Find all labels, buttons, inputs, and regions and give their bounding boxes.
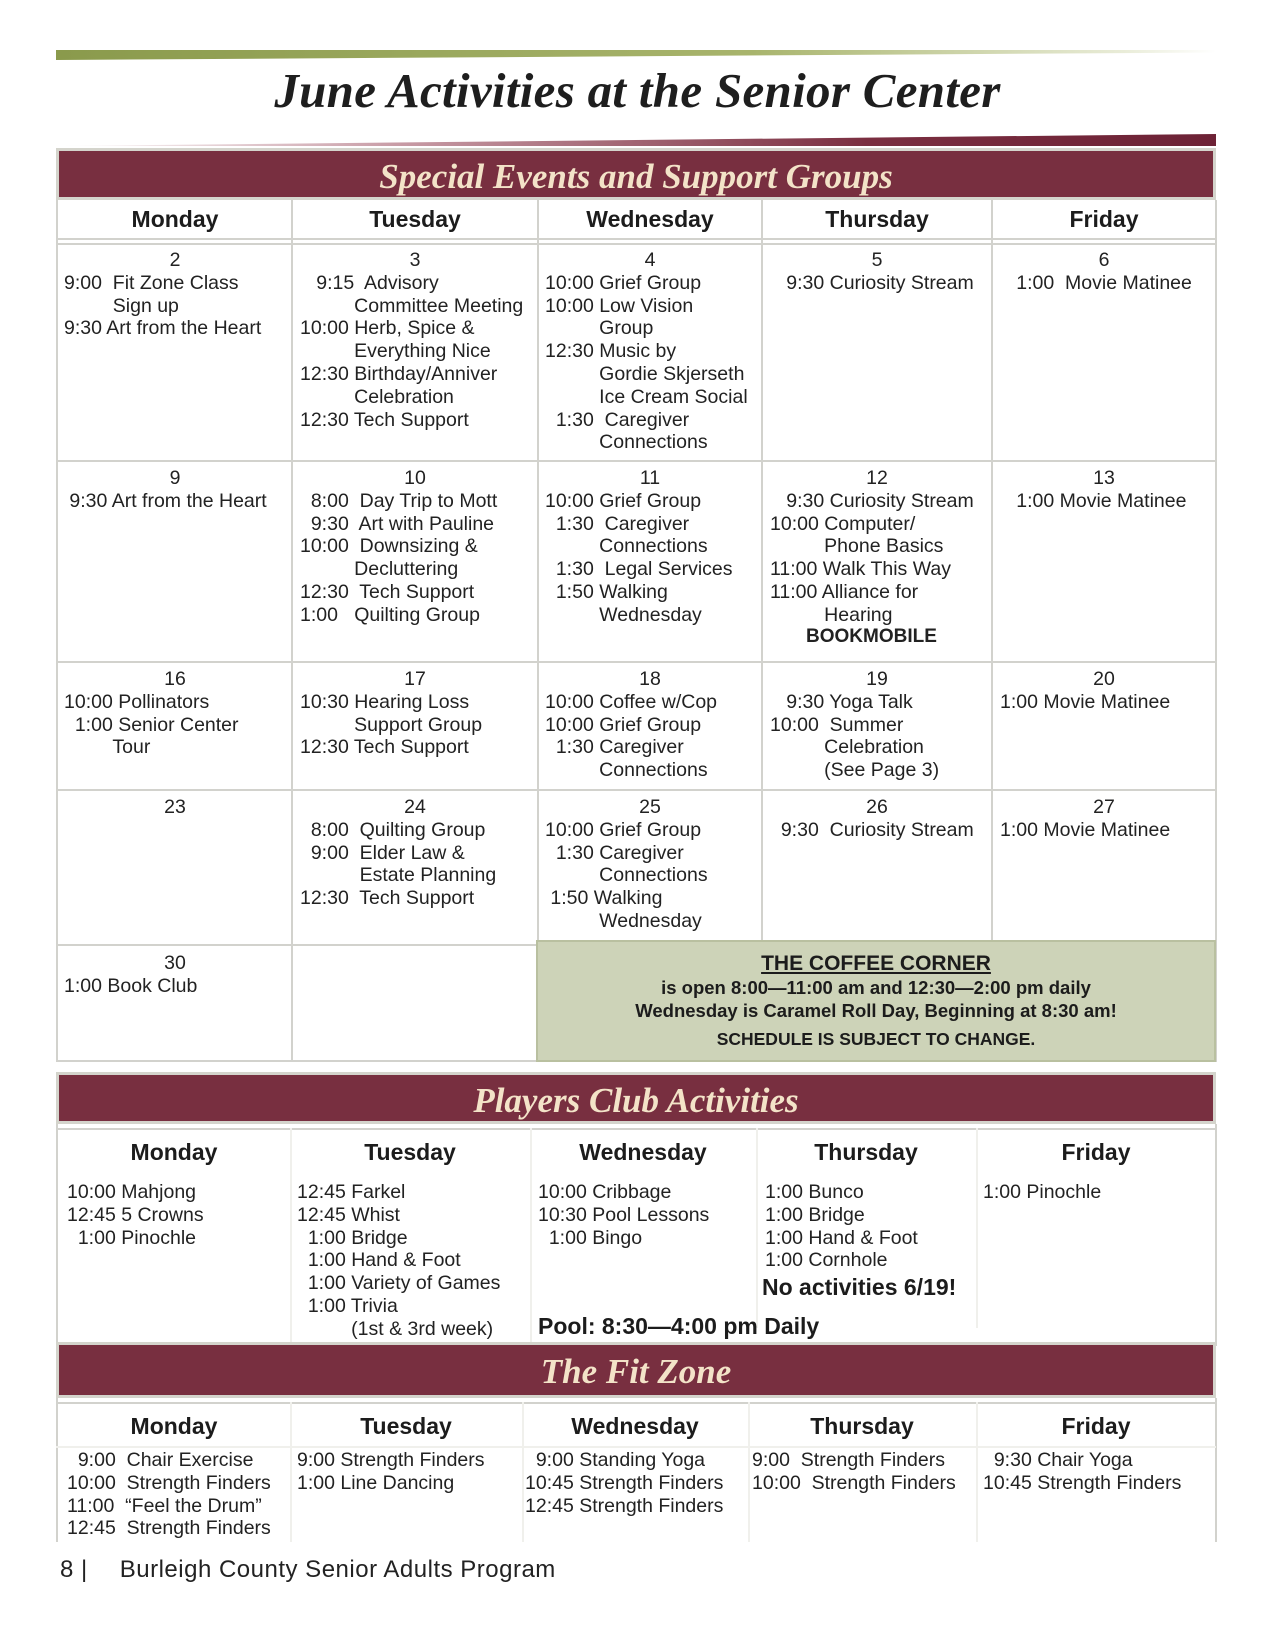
grid-line bbox=[291, 200, 293, 1062]
cell-events: 9:30 Curiosity Stream bbox=[770, 271, 974, 294]
cell-events: 1:00 Movie Matinee bbox=[1000, 271, 1192, 294]
grid-line bbox=[56, 944, 536, 946]
cell-events: 9:30 Art from the Heart bbox=[64, 489, 267, 512]
calendar-cell-jun-24 bbox=[300, 796, 530, 910]
players-cell-friday: 1:00 Pinochle bbox=[983, 1181, 1102, 1203]
players-cell-tuesday: 12:45 Farkel 12:45 Whist 1:00 Bridge 1:00 Hand & Foot 1:00 Variety of Games 1:00 Trivia (1st & 3rd week) bbox=[297, 1181, 501, 1340]
date-number: 23 bbox=[164, 796, 186, 818]
title-underline-bar bbox=[56, 134, 1216, 146]
fit-day-thursday: Thursday bbox=[810, 1413, 914, 1439]
special-day-tuesday: Tuesday bbox=[369, 206, 461, 232]
calendar-cell-jun-11 bbox=[545, 467, 754, 627]
players-cell-monday: 10:00 Mahjong 12:45 5 Crowns 1:00 Pinochle bbox=[67, 1181, 204, 1249]
fit-cell-wednesday: 9:00 Standing Yoga 10:45 Strength Finders 12:45 Strength Finders bbox=[525, 1449, 724, 1517]
fit-cell-friday: 9:30 Chair Yoga 10:45 Strength Finders bbox=[983, 1449, 1182, 1494]
calendar-cell-jun-4 bbox=[545, 249, 754, 454]
grid-line bbox=[761, 200, 763, 940]
calendar-cell-jun-25 bbox=[545, 796, 754, 933]
date-number: 10 bbox=[404, 467, 426, 489]
grid-line bbox=[56, 200, 58, 1062]
grid-line bbox=[537, 200, 539, 940]
calendar-cell-jun-19 bbox=[770, 668, 984, 782]
page-footer bbox=[60, 1556, 556, 1584]
date-number: 25 bbox=[639, 796, 661, 818]
calendar-cell-jun-3 bbox=[300, 249, 530, 431]
top-accent-bar bbox=[56, 50, 1216, 60]
cell-events: 9:15 Advisory Committee Meeting 10:00 Herb, Spice & Everything Nice 12:30 Birthday/Anniver Celebration 12:30 Tech Support bbox=[300, 271, 524, 431]
coffee-corner-caramel: Wednesday is Caramel Roll Day, Beginning at 8:30 am! bbox=[635, 1000, 1117, 1021]
date-number: 11 bbox=[639, 467, 661, 489]
pool-hours: Pool: 8:30—4:00 pm Daily bbox=[538, 1313, 820, 1339]
special-day-friday: Friday bbox=[1069, 206, 1139, 232]
grid-line bbox=[56, 789, 1216, 791]
date-number: 13 bbox=[1093, 467, 1115, 489]
calendar-cell-jun-20 bbox=[1000, 668, 1208, 714]
special-day-wednesday: Wednesday bbox=[586, 206, 714, 232]
grid-line bbox=[56, 1128, 1216, 1130]
bookmobile-label: BOOKMOBILE bbox=[806, 626, 937, 647]
players-cell-wednesday: 10:00 Cribbage 10:30 Pool Lessons 1:00 Bingo bbox=[538, 1181, 710, 1249]
cell-events: 10:00 Grief Group 1:30 Caregiver Connections 1:30 Legal Services 1:50 Walking Wednesday bbox=[545, 489, 733, 626]
players-day-tuesday: Tuesday bbox=[364, 1139, 456, 1165]
date-number: 2 bbox=[169, 249, 181, 271]
grid-line bbox=[56, 243, 1216, 245]
fit-cell-thursday: 9:00 Strength Finders 10:00 Strength Finders bbox=[752, 1449, 956, 1494]
players-day-wednesday: Wednesday bbox=[579, 1139, 707, 1165]
players-day-thursday: Thursday bbox=[814, 1139, 918, 1165]
calendar-cell-jun-27 bbox=[1000, 796, 1208, 842]
fit-day-friday: Friday bbox=[1061, 1413, 1131, 1439]
date-number: 9 bbox=[169, 467, 181, 489]
fit-cell-monday: 9:00 Chair Exercise 10:00 Strength Finders 11:00 “Feel the Drum” 12:45 Strength Finders bbox=[67, 1449, 271, 1540]
page-title: June Activities at the Senior Center bbox=[274, 63, 1001, 118]
cell-events: 9:30 Curiosity Stream 10:00 Computer/ Phone Basics 11:00 Walk This Way 11:00 Alliance for Hearing bbox=[770, 489, 974, 626]
cell-events: 10:00 Grief Group 1:30 Caregiver Connections 1:50 Walking Wednesday bbox=[545, 818, 708, 932]
grid-line bbox=[991, 200, 993, 940]
date-number: 4 bbox=[644, 249, 656, 271]
date-number: 20 bbox=[1093, 668, 1115, 690]
date-number: 24 bbox=[404, 796, 426, 818]
cell-events: 9:30 Yoga Talk 10:00 Summer Celebration (See Page 3) bbox=[770, 690, 940, 782]
calendar-cell-jun-17 bbox=[300, 668, 530, 759]
calendar-cell-jun-12 bbox=[770, 467, 984, 627]
calendar-cell-jun-9 bbox=[64, 467, 284, 513]
grid-line bbox=[56, 1402, 1216, 1404]
calendar-cell-jun-18 bbox=[545, 668, 754, 782]
special-day-monday: Monday bbox=[131, 206, 219, 232]
coffee-corner-hours: is open 8:00—11:00 am and 12:30—2:00 pm daily bbox=[661, 977, 1091, 998]
fit-cell-tuesday: 9:00 Strength Finders 1:00 Line Dancing bbox=[297, 1449, 485, 1494]
cell-events: 10:30 Hearing Loss Support Group 12:30 Tech Support bbox=[300, 690, 483, 759]
fit-day-tuesday: Tuesday bbox=[360, 1413, 452, 1439]
calendar-cell-jun-2 bbox=[64, 249, 284, 340]
date-number: 16 bbox=[164, 668, 186, 690]
date-number: 26 bbox=[866, 796, 888, 818]
players-day-friday: Friday bbox=[1061, 1139, 1131, 1165]
players-club-banner: Players Club Activities bbox=[56, 1072, 1216, 1124]
no-activities-note: No activities 6/19! bbox=[762, 1274, 957, 1300]
cell-events: 9:00 Fit Zone Class Sign up 9:30 Art from the Heart bbox=[64, 271, 262, 340]
cell-events: 10:00 Coffee w/Cop 10:00 Grief Group 1:30 Caregiver Connections bbox=[545, 690, 718, 782]
calendar-cell-jun-26 bbox=[770, 796, 984, 842]
players-cell-thursday: 1:00 Bunco 1:00 Bridge 1:00 Hand & Foot 1:00 Cornhole bbox=[765, 1181, 918, 1272]
players-day-monday: Monday bbox=[130, 1139, 218, 1165]
cell-events: 10:00 Grief Group 10:00 Low Vision Group 12:30 Music by Gordie Skjerseth Ice Cream Social 1:30 Caregiver Connections bbox=[545, 271, 748, 454]
cell-events: 1:00 Book Club bbox=[64, 974, 198, 997]
date-number: 30 bbox=[164, 952, 186, 974]
coffee-corner-box bbox=[536, 940, 1216, 1062]
cell-events: 1:00 Movie Matinee bbox=[1000, 818, 1171, 841]
grid-line bbox=[1215, 200, 1217, 1062]
cell-events: 9:30 Curiosity Stream bbox=[770, 818, 974, 841]
date-number: 3 bbox=[409, 249, 421, 271]
page-number: 8 | bbox=[60, 1556, 88, 1583]
date-number: 27 bbox=[1093, 796, 1115, 818]
grid-line bbox=[56, 1446, 1216, 1448]
calendar-cell-jun-6 bbox=[1000, 249, 1208, 295]
fit-day-monday: Monday bbox=[130, 1413, 218, 1439]
date-number: 17 bbox=[404, 668, 426, 690]
program-name: Burleigh County Senior Adults Program bbox=[119, 1556, 556, 1583]
cell-events: 8:00 Day Trip to Mott 9:30 Art with Pauline 10:00 Downsizing & Decluttering 12:30 Tech Support 1:00 Quilting Group bbox=[300, 489, 498, 626]
fit-day-wednesday: Wednesday bbox=[571, 1413, 699, 1439]
cell-events: 1:00 Movie Matinee bbox=[1000, 690, 1171, 713]
calendar-cell-jun-10 bbox=[300, 467, 530, 627]
calendar-cell-jun-13 bbox=[1000, 467, 1208, 513]
calendar-cell-jun-16 bbox=[64, 668, 284, 759]
calendar-cell-jun-23 bbox=[64, 796, 284, 819]
fit-zone-banner: The Fit Zone bbox=[56, 1342, 1216, 1398]
date-number: 6 bbox=[1098, 249, 1110, 271]
special-day-thursday: Thursday bbox=[825, 206, 929, 232]
coffee-corner-heading: THE COFFEE CORNER bbox=[761, 952, 991, 975]
grid-line bbox=[56, 238, 1216, 240]
date-number: 19 bbox=[866, 668, 888, 690]
date-number: 12 bbox=[866, 467, 888, 489]
schedule-notice: SCHEDULE IS SUBJECT TO CHANGE. bbox=[716, 1029, 1036, 1049]
cell-events: 8:00 Quilting Group 9:00 Elder Law & Estate Planning 12:30 Tech Support bbox=[300, 818, 497, 910]
grid-line bbox=[56, 460, 1216, 462]
date-number: 18 bbox=[639, 668, 661, 690]
grid-line bbox=[56, 661, 1216, 663]
special-events-banner: Special Events and Support Groups bbox=[56, 148, 1216, 200]
date-number: 5 bbox=[871, 249, 883, 271]
cell-events: 1:00 Movie Matinee bbox=[1000, 489, 1187, 512]
calendar-cell-jun-5 bbox=[770, 249, 984, 295]
calendar-cell-jun-30 bbox=[64, 952, 284, 998]
cell-events: 10:00 Pollinators 1:00 Senior Center Tour bbox=[64, 690, 239, 759]
